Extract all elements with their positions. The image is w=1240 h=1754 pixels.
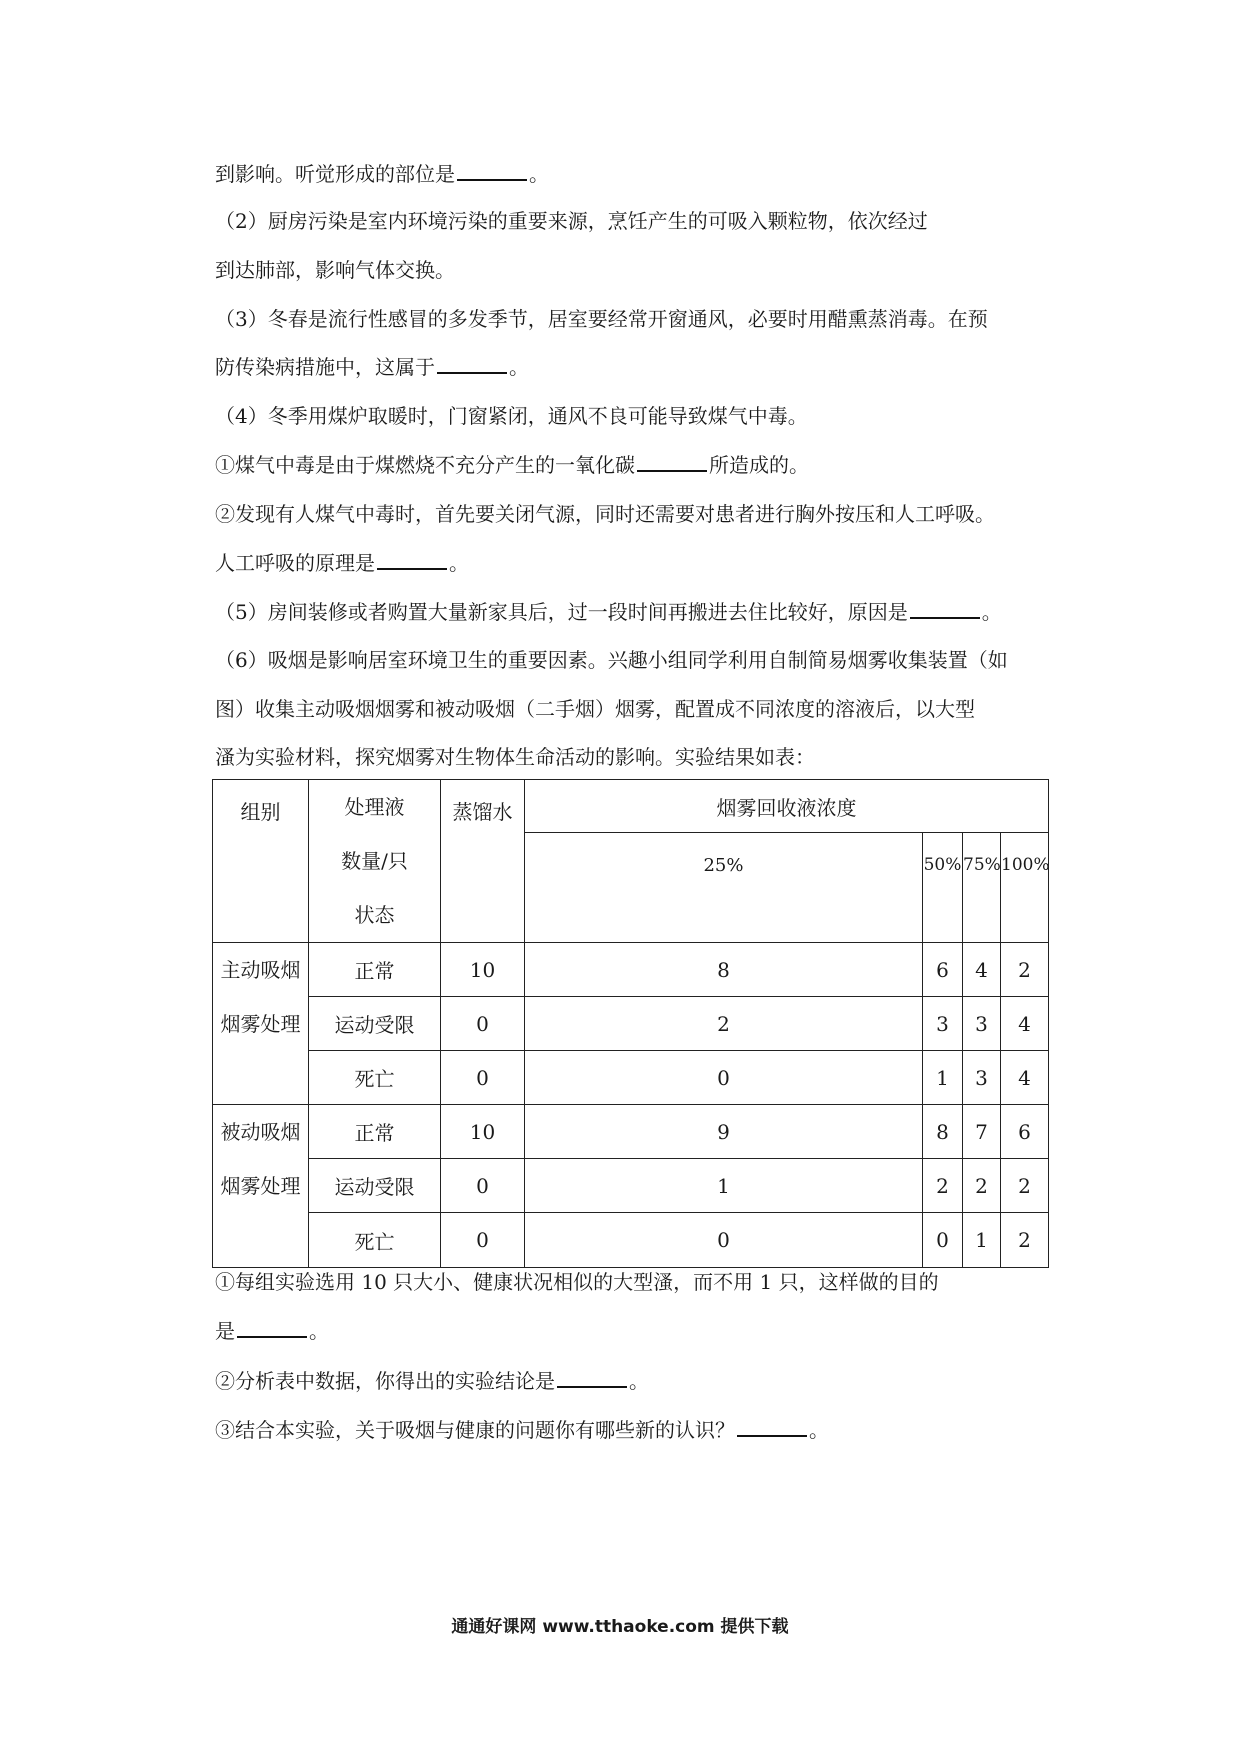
question-2 xyxy=(215,1367,649,1395)
value-cell: 0 xyxy=(441,997,525,1051)
group-name xyxy=(213,943,309,1105)
header-treatment xyxy=(309,780,441,943)
value-cell: 0 xyxy=(441,1051,525,1105)
group-name-line: 被动吸烟 xyxy=(220,1120,301,1144)
paragraph-4: （4）冬季用煤炉取暖时，门窗紧闭，通风不良可能导致煤气中毒。 xyxy=(215,404,808,428)
paragraph-3-line-2 xyxy=(215,353,529,381)
text: 人工呼吸的原理是 xyxy=(215,551,375,575)
value-cell: 2 xyxy=(1001,1159,1049,1213)
paragraph-3-line-1: （3）冬春是流行性感冒的多发季节，居室要经常开窗通风，必要时用醋熏蒸消毒。在预 xyxy=(215,307,988,331)
paragraph-5 xyxy=(215,598,1002,626)
question-1-line-1: ①每组实验选用 10 只大小、健康状况相似的大型溞，而不用 1 只，这样做的目的 xyxy=(215,1270,939,1294)
answer-blank[interactable] xyxy=(737,1417,807,1437)
value-cell: 6 xyxy=(923,943,963,997)
paragraph-1 xyxy=(215,160,549,188)
value-cell: 1 xyxy=(525,1159,923,1213)
paragraph-4-item-2-line-2 xyxy=(215,549,469,577)
header-water: 蒸馏水 xyxy=(441,780,525,943)
paragraph-2-line-1: （2）厨房污染是室内环境污染的重要来源，烹饪产生的可吸入颗粒物，依次经过 xyxy=(215,209,928,233)
group-name xyxy=(213,1105,309,1268)
value-cell: 9 xyxy=(525,1105,923,1159)
group-name-line: 主动吸烟 xyxy=(220,958,301,982)
text: 。 xyxy=(981,600,1002,624)
answer-blank[interactable] xyxy=(377,550,447,570)
header-treatment-line: 处理液 xyxy=(344,795,405,819)
value-cell: 3 xyxy=(923,997,963,1051)
state-cell: 正常 xyxy=(309,943,441,997)
experiment-results-table xyxy=(212,779,1049,1268)
value-cell: 8 xyxy=(923,1105,963,1159)
value-cell: 0 xyxy=(441,1213,525,1268)
header-treatment-line: 数量/只 xyxy=(341,849,408,873)
table-row xyxy=(213,1051,1049,1105)
value-cell: 0 xyxy=(525,1213,923,1268)
value-cell: 0 xyxy=(923,1213,963,1268)
value-cell: 3 xyxy=(963,997,1001,1051)
text: 。 xyxy=(509,355,529,379)
value-cell: 10 xyxy=(441,943,525,997)
state-cell: 运动受限 xyxy=(309,1159,441,1213)
header-treatment-line: 状态 xyxy=(354,903,395,927)
text: 。 xyxy=(529,162,549,186)
value-cell: 0 xyxy=(525,1051,923,1105)
value-cell: 1 xyxy=(963,1213,1001,1268)
value-cell: 4 xyxy=(1001,1051,1049,1105)
state-cell: 正常 xyxy=(309,1105,441,1159)
value-cell: 10 xyxy=(441,1105,525,1159)
table-row xyxy=(213,1105,1049,1159)
paragraph-4-item-1 xyxy=(215,451,809,479)
text: 是 xyxy=(215,1319,235,1343)
state-cell: 运动受限 xyxy=(309,997,441,1051)
question-1-line-2 xyxy=(215,1317,329,1345)
group-name-line: 烟雾处理 xyxy=(220,1174,301,1198)
value-cell: 2 xyxy=(963,1159,1001,1213)
text: 。 xyxy=(629,1369,649,1393)
state-cell: 死亡 xyxy=(309,1213,441,1268)
answer-blank[interactable] xyxy=(237,1318,307,1338)
paragraph-2-line-2: 到达肺部，影响气体交换。 xyxy=(215,258,455,282)
text: 到影响。听觉形成的部位是 xyxy=(215,162,455,186)
value-cell: 1 xyxy=(923,1051,963,1105)
value-cell: 2 xyxy=(525,997,923,1051)
text: 。 xyxy=(809,1418,829,1442)
conc-25: 25% xyxy=(525,833,923,943)
text: ②分析表中数据，你得出的实验结论是 xyxy=(215,1369,555,1393)
answer-blank[interactable] xyxy=(457,161,527,181)
table-row xyxy=(213,997,1049,1051)
group-name-line: 烟雾处理 xyxy=(220,1012,301,1036)
value-cell: 3 xyxy=(963,1051,1001,1105)
paragraph-6-line-1: （6）吸烟是影响居室环境卫生的重要因素。兴趣小组同学利用自制简易烟雾收集装置（如 xyxy=(215,648,1008,672)
paragraph-6-line-2: 图）收集主动吸烟烟雾和被动吸烟（二手烟）烟雾，配置成不同浓度的溶液后，以大型 xyxy=(215,697,975,721)
answer-blank[interactable] xyxy=(910,599,980,619)
value-cell: 4 xyxy=(1001,997,1049,1051)
value-cell: 8 xyxy=(525,943,923,997)
table-row xyxy=(213,1213,1049,1268)
value-cell: 4 xyxy=(963,943,1001,997)
conc-50: 50% xyxy=(923,833,963,943)
answer-blank[interactable] xyxy=(437,354,507,374)
text: （5）房间装修或者购置大量新家具后，过一段时间再搬进去住比较好，原因是 xyxy=(215,600,908,624)
header-group: 组别 xyxy=(213,780,309,943)
value-cell: 6 xyxy=(1001,1105,1049,1159)
text: 。 xyxy=(309,1319,329,1343)
value-cell: 7 xyxy=(963,1105,1001,1159)
value-cell: 0 xyxy=(441,1159,525,1213)
conc-75: 75% xyxy=(963,833,1001,943)
question-3 xyxy=(215,1416,829,1444)
value-cell: 2 xyxy=(1001,943,1049,997)
state-cell: 死亡 xyxy=(309,1051,441,1105)
text: 。 xyxy=(449,551,469,575)
page-footer: 通通好课网 www.tthaoke.com 提供下载 xyxy=(451,1617,789,1637)
text: 防传染病措施中，这属于 xyxy=(215,355,435,379)
text: 所造成的。 xyxy=(709,453,809,477)
table-row xyxy=(213,1159,1049,1213)
text: ①煤气中毒是由于煤燃烧不充分产生的一氧化碳 xyxy=(215,453,635,477)
table-row xyxy=(213,943,1049,997)
value-cell: 2 xyxy=(923,1159,963,1213)
conc-100: 100% xyxy=(1001,833,1049,943)
answer-blank[interactable] xyxy=(557,1368,627,1388)
paragraph-4-item-2-line-1: ②发现有人煤气中毒时，首先要关闭气源，同时还需要对患者进行胸外按压和人工呼吸。 xyxy=(215,502,995,526)
text: ③结合本实验，关于吸烟与健康的问题你有哪些新的认识？ xyxy=(215,1418,735,1442)
paragraph-6-line-3: 溞为实验材料，探究烟雾对生物体生命活动的影响。实验结果如表： xyxy=(215,745,815,769)
header-concentration: 烟雾回收液浓度 xyxy=(525,780,1049,833)
answer-blank[interactable] xyxy=(637,452,707,472)
value-cell: 2 xyxy=(1001,1213,1049,1268)
